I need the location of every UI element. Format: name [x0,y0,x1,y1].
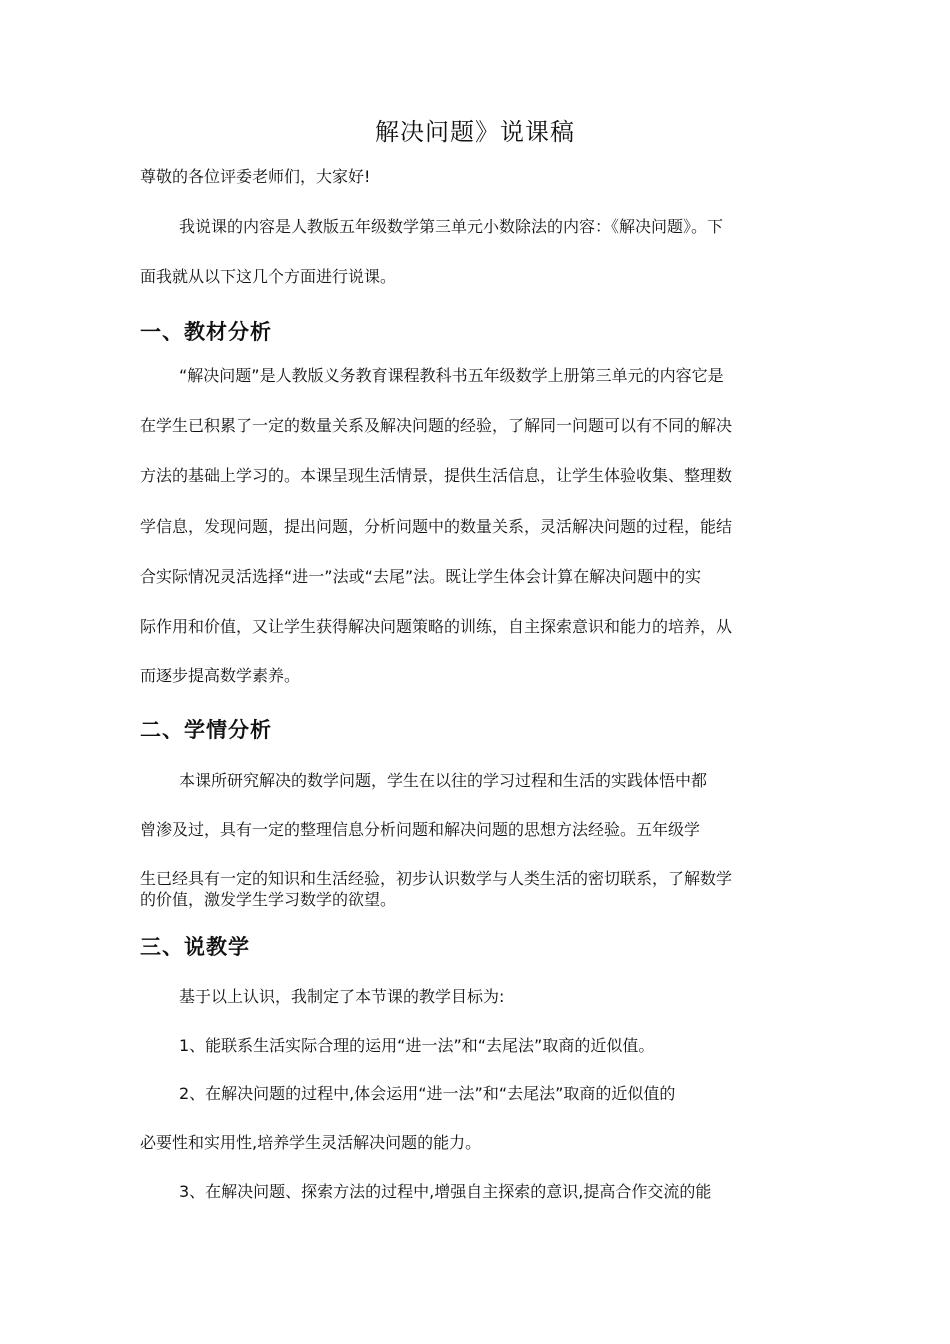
greeting: 尊敬的各位评委老师们，大家好! [140,167,371,186]
section-1-line-1: “解决问题”是人教版义务教育课程教科书五年级数学上册第三单元的内容它是 [179,366,724,385]
section-3-goal-2: 2、在解决问题的过程中,体会运用“进一法”和“去尾法”取商的近似值的 [179,1084,676,1103]
section-2-line-4: 的价值，激发学生学习数学的欲望。 [140,890,397,909]
intro-line-2: 面我就从以下这几个方面进行说课。 [140,267,397,286]
section-heading-teaching: 三、说教学 [140,935,250,959]
section-1-line-5: 合实际情况灵活选择“进一”法或“去尾”法。既让学生体会计算在解决问题中的实 [140,567,702,586]
section-heading-student-analysis: 二、学情分析 [140,718,272,742]
section-1-line-2: 在学生已积累了一定的数量关系及解决问题的经验，了解同一问题可以有不同的解决 [140,416,733,435]
document-title: 解决问题》说课稿 [375,118,575,146]
section-2-line-3: 生已经具有一定的知识和生活经验，初步认识数学与人类生活的密切联系，了解数学 [140,869,733,888]
intro-line-1: 我说课的内容是人教版五年级数学第三单元小数除法的内容：《解决问题》。下 [179,217,724,236]
section-3-goal-1: 1、能联系生活实际合理的运用“进一法”和“去尾法”取商的近似值。 [179,1036,655,1055]
section-3-goal-3: 3、在解决问题、探索方法的过程中,增强自主探索的意识,提高合作交流的能 [179,1182,712,1201]
section-heading-textbook-analysis: 一、教材分析 [140,320,272,344]
section-1-line-3: 方法的基础上学习的。本课呈现生活情景，提供生活信息，让学生体验收集、整理数 [140,466,733,485]
section-2-line-2: 曾渗及过，具有一定的整理信息分析问题和解决问题的思想方法经验。五年级学 [140,820,701,839]
section-1-line-4: 学信息，发现问题，提出问题，分析问题中的数量关系，灵活解决问题的过程，能结 [140,517,733,536]
section-1-line-7: 而逐步提高数学素养。 [140,666,301,685]
section-3-goal-2-cont: 必要性和实用性,培养学生灵活解决问题的能力。 [140,1133,482,1152]
section-3-line-1: 基于以上认识，我制定了本节课的教学目标为: [179,987,505,1006]
section-2-line-1: 本课所研究解决的数学问题，学生在以往的学习过程和生活的实践体悟中都 [179,771,708,790]
section-1-line-6: 际作用和价值，又让学生获得解决问题策略的训练，自主探索意识和能力的培养，从 [140,617,733,636]
